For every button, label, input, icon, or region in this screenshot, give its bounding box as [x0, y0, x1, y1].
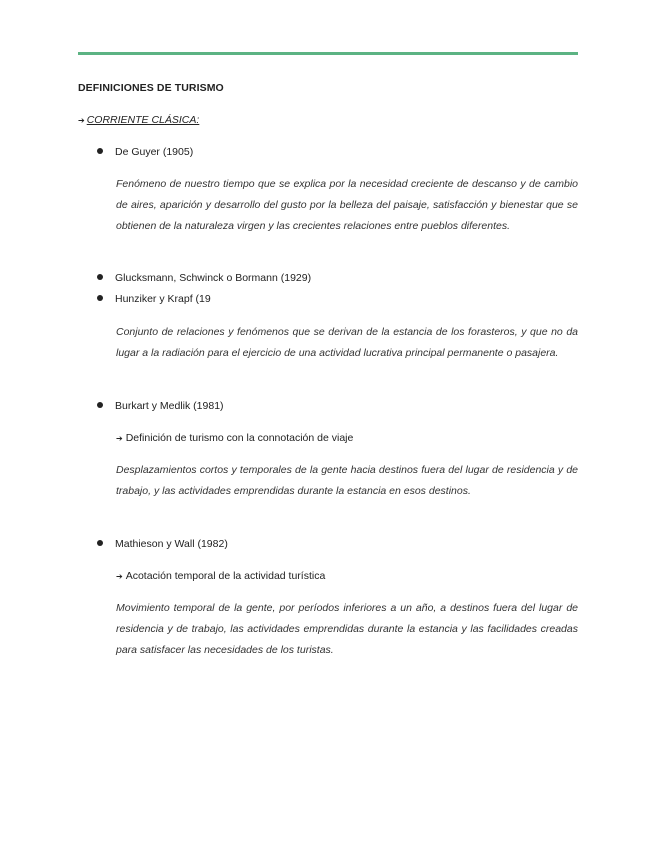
- definition-quote: Movimiento temporal de la gente, por períodos inferiores a un año, a destinos fuera del lugar de residencia y de trabajo, las actividades emprendidas durante la estancia y las facilidades creadas para satisfacer las necesidades de los turistas.: [116, 602, 578, 656]
- bullet-icon: [97, 540, 103, 546]
- document-title: DEFINICIONES DE TURISMO: [78, 82, 224, 94]
- definition-quote: Conjunto de relaciones y fenómenos que se derivan de la estancia de los forasteros, y que no da lugar a la radiación para el ejercicio de una actividad lucrativa principal permanente o pasajera.: [116, 326, 578, 359]
- list-item-author: [97, 400, 224, 412]
- subheading: [116, 570, 325, 582]
- header-divider: [78, 52, 578, 55]
- bullet-icon: [97, 274, 103, 280]
- author-label: Glucksmann, Schwinck o Bormann (1929): [115, 272, 312, 284]
- section-heading: [78, 114, 199, 126]
- author-label: De Guyer (1905): [115, 146, 194, 158]
- author-label: Mathieson y Wall (1982): [115, 538, 228, 550]
- subheading-label: Definición de turismo con la connotación de viaje: [125, 432, 354, 444]
- subheading-label: Acotación temporal de la actividad turística: [125, 570, 326, 582]
- arrow-icon: ➔: [116, 434, 123, 443]
- author-label: Hunziker y Krapf (19: [115, 293, 211, 305]
- arrow-icon: ➔: [116, 572, 123, 581]
- list-item-author: [97, 272, 311, 284]
- definition-quote: Desplazamientos cortos y temporales de la gente hacia destinos fuera del lugar de residencia y de trabajo, y las actividades emprendidas durante la estancia en esos destinos.: [116, 464, 578, 497]
- bullet-icon: [97, 402, 103, 408]
- list-item-author: [97, 146, 193, 158]
- section-label: CORRIENTE CLÁSICA:: [86, 114, 200, 126]
- bullet-icon: [97, 148, 103, 154]
- bullet-icon: [97, 295, 103, 301]
- subheading: [116, 432, 353, 444]
- author-label: Burkart y Medlik (1981): [115, 400, 224, 412]
- arrow-icon: ➔: [78, 116, 85, 125]
- definition-quote: Fenómeno de nuestro tiempo que se explica por la necesidad creciente de descanso y de cambio de aires, aparición y desarrollo del gusto por la belleza del paisaje, satisfacción y bienestar que se obtienen de la naturaleza virgen y las crecientes relaciones entre pueblos diferentes.: [116, 178, 578, 232]
- list-item-author: [97, 293, 211, 305]
- list-item-author: [97, 538, 228, 550]
